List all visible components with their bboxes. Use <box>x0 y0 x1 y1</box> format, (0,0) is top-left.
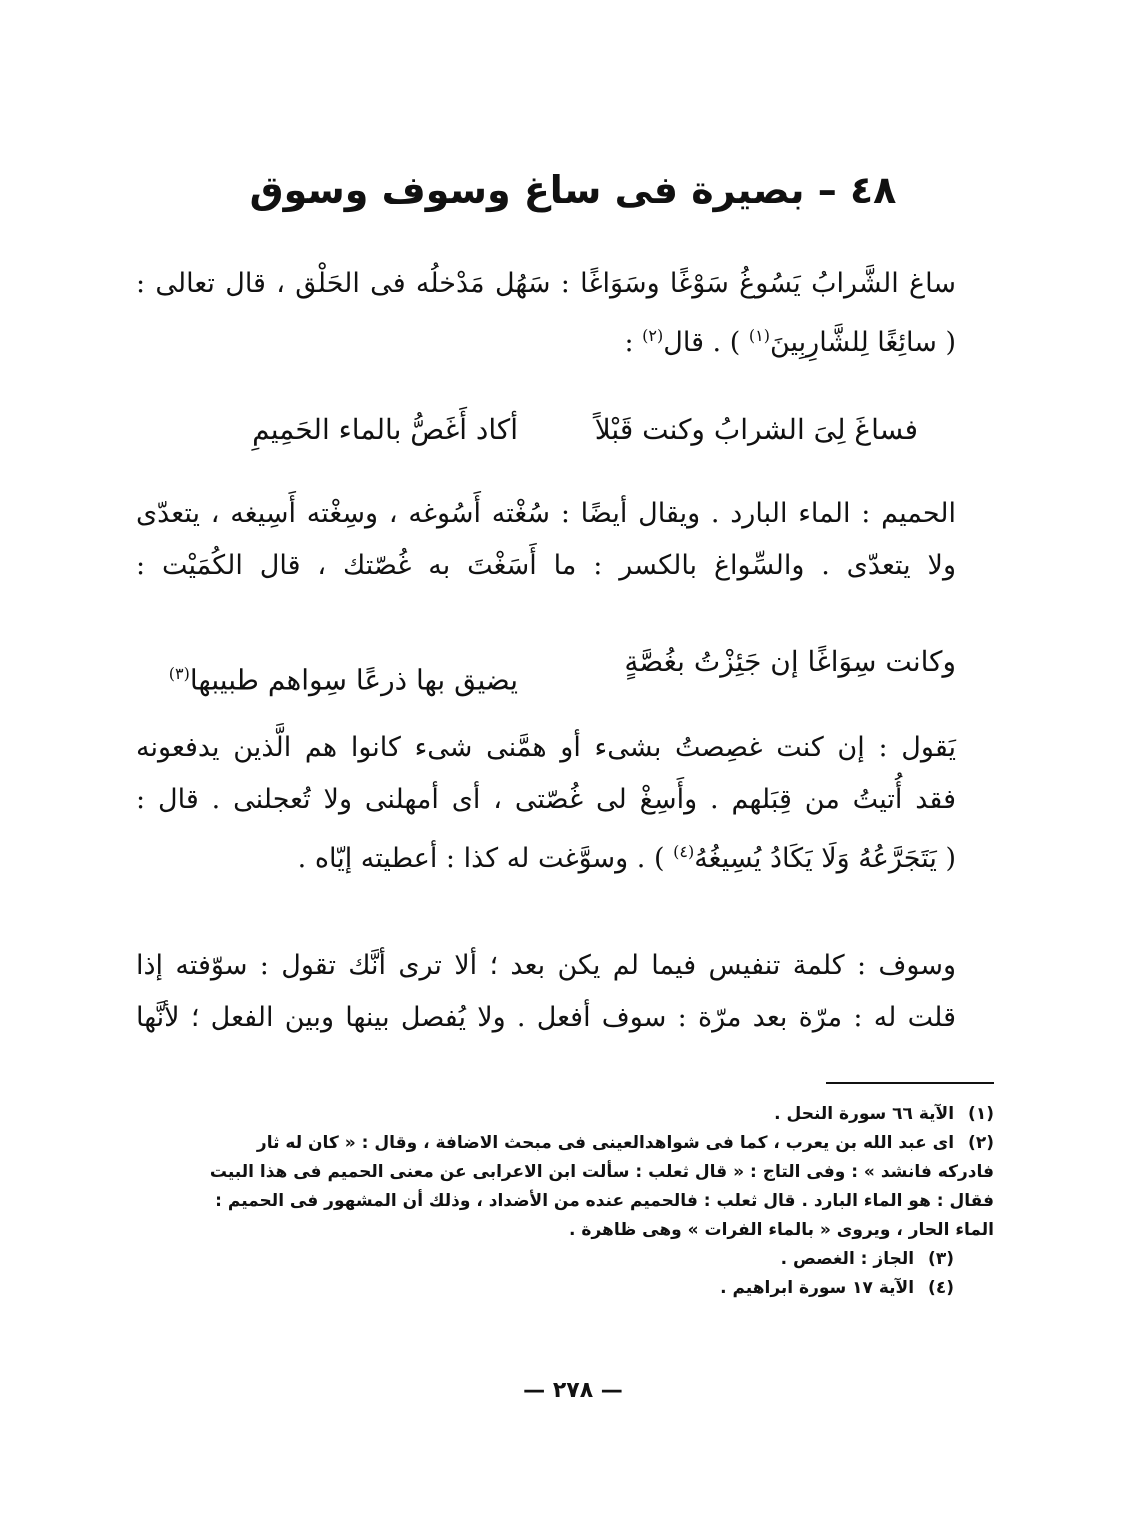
footnote-ref-2[interactable]: (٢) <box>642 326 664 345</box>
footnote-ref-1[interactable]: (١) <box>748 326 770 345</box>
footnote <box>134 1158 994 1187</box>
paragraph-text: : <box>624 327 643 358</box>
footnote <box>134 1216 994 1245</box>
footnotes <box>134 1100 994 1303</box>
paragraph-3 <box>136 722 956 885</box>
paragraph-line: وسوف : كلمة تنفيس فيما لم يكن بعد ؛ ألا ترى أنَّك تقول : سوّفته إذا <box>136 950 956 981</box>
footnote-text: الماء الحار ، ويروى « بالماء الفرات » وهى ظاهرة . <box>569 1220 994 1240</box>
paragraph-line: فقد أُتيتُ من قِبَلهم . وأَسِغْ لى غُصّتى ، أى أمهلنى ولا تُعجلنى . قال : <box>136 784 956 815</box>
footnote <box>134 1100 994 1129</box>
footnote-ref-4[interactable]: (٤) <box>673 842 695 861</box>
paragraph-line: الحميم : الماء البارد . ويقال أيضًا : سُغْته أَسُوغه ، وسِغْته أَسِيغه ، يتعدّى <box>136 498 956 529</box>
paragraph-4 <box>136 940 956 1044</box>
paragraph-text: ) . وسوَّغت له كذا : أعطيته إيّاه . <box>297 843 674 874</box>
footnote-number: (٤) <box>928 1278 954 1298</box>
footnote <box>134 1187 994 1216</box>
paragraph-line: ساغ الشَّرابُ يَسُوغُ سَوْغًا وسَوَاغًا : سَهُل مَدْخلُه فى الحَلْق ، قال تعالى : <box>136 268 956 299</box>
footnote-text: فادركه فانشد » : وفى التاج : « قال ثعلب : سألت ابن الاعرابى عن معنى الحميم فى هذا البيت <box>209 1162 994 1182</box>
paragraph-2 <box>136 488 956 592</box>
paragraph-text: ) . قال <box>663 327 741 358</box>
footnote-number: (٢) <box>968 1133 994 1153</box>
verse-1-hemistich-1: فساغَ لِىَ الشرابُ وكنت قَبْلاً <box>594 413 918 446</box>
paragraph-line: قلت له : مرّة بعد مرّة : سوف أفعل . ولا يُفصل بينها وبين الفعل ؛ لأنَّها <box>136 1002 956 1033</box>
page-number: — ٢٧٨ — <box>523 1378 623 1403</box>
footnote-text: الآية ٦٦ سورة النحل . <box>774 1104 955 1124</box>
footnote <box>134 1274 994 1303</box>
paragraph-line: يَقول : إن كنت غصِصتُ بشىء أو همَّنى شىء كانوا هم الَّذين يدفعونه <box>136 732 956 763</box>
verse-text: يضيق بها ذرعًا سِواهم طبيبها <box>189 663 518 697</box>
verse-2-hemistich-2 <box>169 654 518 700</box>
footnote-text: فقال : هو الماء البارد . قال ثعلب : فالحميم عنده من الأضداد ، وذلك أن المشهور فى الحميم : <box>215 1191 994 1211</box>
footnote-text: الجاز : الغصص . <box>780 1249 915 1269</box>
paragraph-line <box>136 310 956 369</box>
footnote-number: (١) <box>968 1104 994 1124</box>
footnote <box>134 1245 994 1274</box>
page-title: ٤٨ – بصيرة فى ساغ وسوف وسوق <box>249 168 897 212</box>
footnote-ref-3[interactable]: (٣) <box>168 664 190 683</box>
footnote-number: (٣) <box>928 1249 954 1269</box>
paragraph-line: ولا يتعدّى . والسِّواغ بالكسر : ما أَسَغْتَ به غُصّتك ، قال الكُمَيْت : <box>136 550 956 581</box>
paragraph-line <box>136 826 956 885</box>
paragraph-1 <box>136 258 956 369</box>
footnote-divider <box>826 1082 994 1084</box>
verse-2-hemistich-1: وكانت سِوَاغًا إن جَئِزْتُ بغُصَّةٍ <box>624 645 956 678</box>
quran-quote: ( سائِغًا لِلشَّارِبِينَ <box>769 327 956 358</box>
footnote-text: اى عبد الله بن يعرب ، كما فى شواهدالعينى فى مبحث الاضافة ، وقال : « كان له ثار <box>256 1133 955 1153</box>
verse-1-hemistich-2: أكاد أَغَصُّ بالماء الحَمِيمِ <box>252 413 518 446</box>
quran-quote: ( يَتَجَرَّعُهُ وَلَا يَكَادُ يُسِيغُهُ <box>694 843 956 874</box>
footnote-text: الآية ١٧ سورة ابراهيم . <box>720 1278 915 1298</box>
footnote <box>134 1129 994 1158</box>
